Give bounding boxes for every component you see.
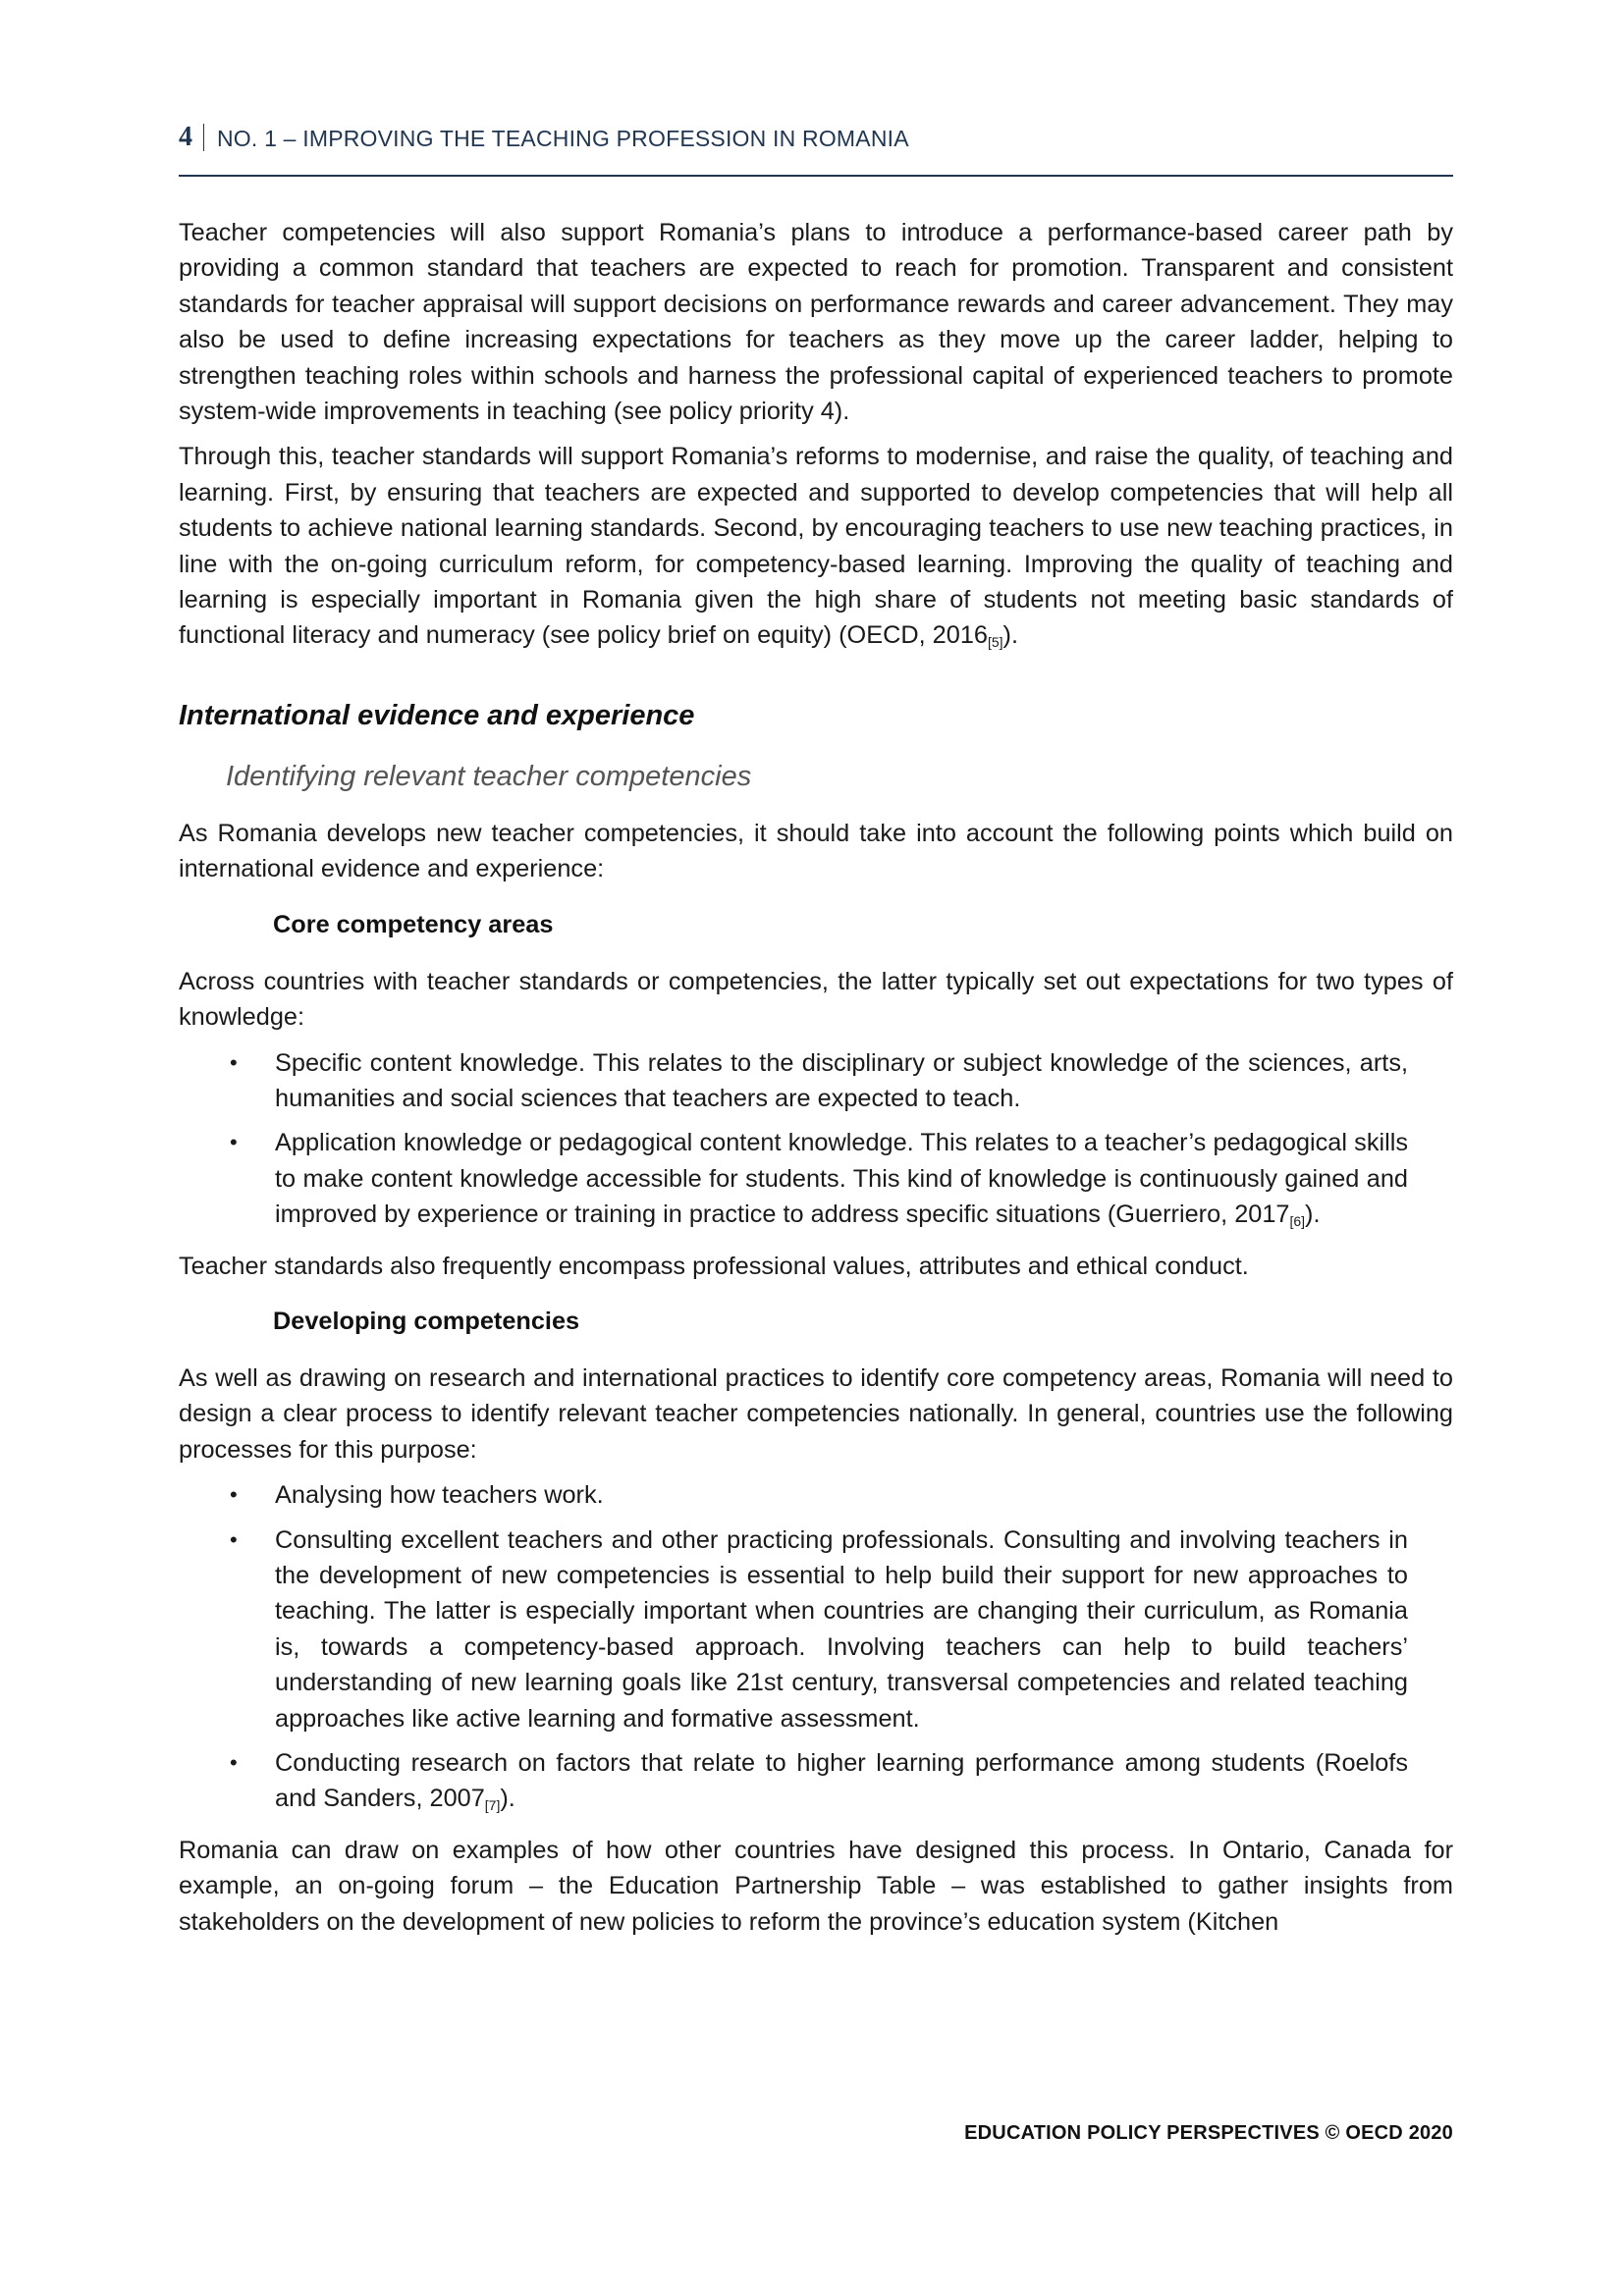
list-item-text: Analysing how teachers work. (275, 1481, 604, 1510)
paragraph-process: As well as drawing on research and international practices to identify core competency areas, Romania will need to design a clear process to identify relevant teacher competencies nationally. In general, countries use the following processes for this purpose: (179, 1363, 1453, 1464)
bullet-icon: • (230, 1750, 238, 1775)
list-item (179, 1745, 1453, 1824)
list-item-text: Consulting excellent teachers and other practicing professionals. Consulting and involving teachers in the development of new competencies is essential to help build their support for new approaches to teaching. The latter is especially important when countries are changing their curriculum, as Romania is, towards a competency-based approach. Involving teachers can help to build teachers’ understanding of new learning goals like 21st century, transversal competencies and related teaching approaches like active learning and formative assessment. (275, 1525, 1408, 1733)
paragraph-reforms-end: ). (1002, 621, 1018, 650)
list-item-end: ). (500, 1785, 515, 1813)
citation-6: [6] (1289, 1213, 1306, 1230)
list-item (179, 1522, 1453, 1736)
body-text (179, 215, 1453, 1949)
list-item-text: Specific content knowledge. This relates to the disciplinary or subject knowledge of the sciences, arts, humanities and social sciences that teachers are expected to teach. (275, 1048, 1408, 1112)
header-title: NO. 1 – IMPROVING THE TEACHING PROFESSION IN ROMANIA (217, 126, 909, 151)
bullet-icon: • (230, 1526, 238, 1552)
list-item-text: Conducting research on factors that relate to higher learning performance among students (Roelofs and Sanders, 2007 (275, 1749, 1408, 1813)
subsection-heading: Identifying relevant teacher competencies (226, 760, 752, 792)
knowledge-list (179, 1045, 1453, 1240)
list-item (179, 1477, 1453, 1513)
bullet-icon: • (230, 1049, 238, 1075)
bullet-icon: • (230, 1130, 238, 1155)
list-item-end: ). (1305, 1201, 1321, 1229)
section-heading: International evidence and experience (179, 699, 695, 731)
heading-developing-competencies: Developing competencies (273, 1307, 580, 1335)
paragraph-values: Teacher standards also frequently encompass professional values, attributes and ethical conduct. (179, 1252, 1249, 1280)
bullet-icon: • (230, 1482, 238, 1508)
citation-7: [7] (484, 1797, 501, 1814)
process-list (179, 1477, 1453, 1824)
paragraph-ontario: Romania can draw on examples of how other countries have designed this process. In Ontario, Canada for example, an on-going forum – the Education Partnership Table – was established to gather insights from stakeholders on the development of new policies to reform the province’s education system (Kitchen (179, 1836, 1453, 1936)
list-item (179, 1125, 1453, 1239)
page-header (179, 120, 1453, 177)
paragraph-intro-points: As Romania develops new teacher competencies, it should take into account the following points which build on international evidence and experience: (179, 819, 1453, 883)
paragraph-knowledge-types: Across countries with teacher standards or competencies, the latter typically set out expectations for two types of knowledge: (179, 967, 1453, 1032)
heading-core-competency: Core competency areas (273, 910, 554, 938)
list-item (179, 1045, 1453, 1117)
header-divider (203, 124, 204, 151)
page-number: 4 (179, 122, 192, 152)
paragraph-reforms-text: Through this, teacher standards will support Romania’s reforms to modernise, and raise the quality, of teaching and learning. First, by ensuring that teachers are expected and supported to develop competencies that will help all students to achieve national learning standards. Second, by encouraging teachers to use new teaching practices, in line with the on-going curriculum reform, for competency-based learning. Improving the quality of teaching and learning is especially important in Romania given the high share of students not meeting basic standards of functional literacy and numeracy (see policy brief on equity) (OECD, 2016 (179, 443, 1453, 650)
list-item-text: Application knowledge or pedagogical content knowledge. This relates to a teacher’s pedagogical skills to make content knowledge accessible for students. This kind of knowledge is continuously gained and improved by experience or training in practice to address specific situations (Guerriero, 2017 (275, 1129, 1408, 1229)
page-footer: EDUCATION POLICY PERSPECTIVES © OECD 2020 (964, 2122, 1453, 2144)
citation-5: [5] (987, 634, 1003, 651)
paragraph-career-path: Teacher competencies will also support Romania’s plans to introduce a performance-based career path by providing a common standard that teachers are expected to reach for promotion. Transparent and consistent standards for teacher appraisal will support decisions on performance rewards and career advancement. They may also be used to define increasing expectations for teachers as they move up the career ladder, helping to strengthen teaching roles within schools and harness the professional capital of experienced teachers to promote system-wide improvements in teaching (see policy priority 4). (179, 219, 1453, 426)
paragraph-reforms (179, 439, 1453, 660)
